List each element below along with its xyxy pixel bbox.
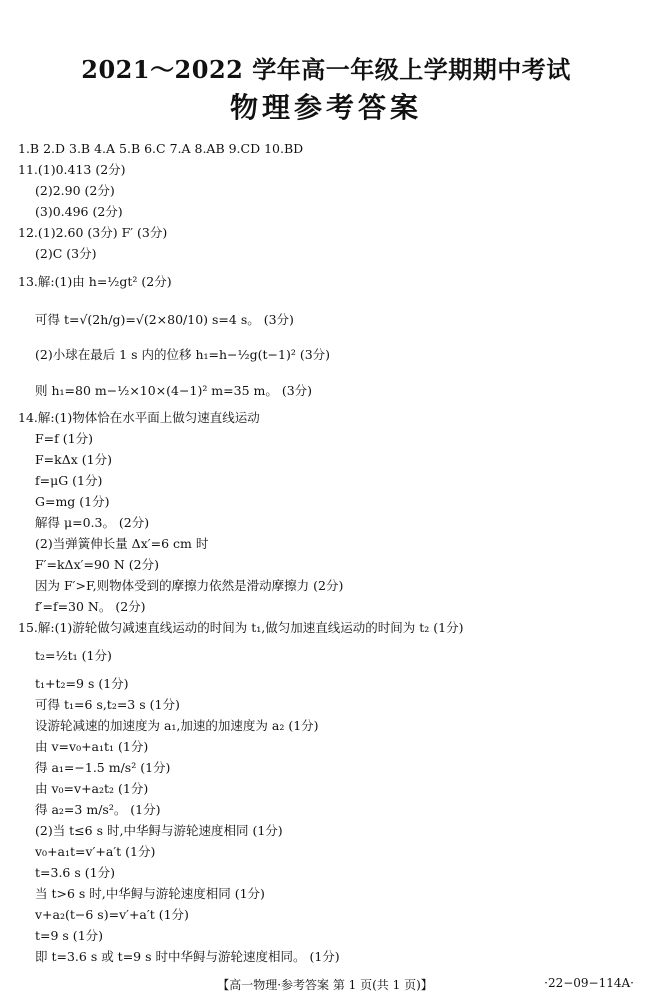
answer-line: 15.解:(1)游轮做匀减速直线运动的时间为 t₁,做匀加速直线运动的时间为 t₂ (1分) <box>18 620 464 635</box>
answer-line: (2)当弹簧伸长量 Δx′=6 cm 时 <box>35 536 209 551</box>
answer-line: (3)0.496 (2分) <box>35 204 123 219</box>
answer-line: 得 a₁=−1.5 m/s² (1分) <box>35 760 171 775</box>
footer-code: ·22−09−114A· <box>544 976 634 990</box>
answer-line: 则 h₁=80 m−½×10×(4−1)² m=35 m。 (3分) <box>35 383 313 398</box>
answer-line: (2)小球在最后 1 s 内的位移 h₁=h−½g(t−1)² (3分) <box>35 347 331 362</box>
answer-line: 13.解:(1)由 h=½gt² (2分) <box>18 274 172 289</box>
answer-line: 11.(1)0.413 (2分) <box>18 162 126 177</box>
page-subtitle: 物理参考答案 <box>229 91 422 124</box>
answer-line: (2)当 t≤6 s 时,中华鲟与游轮速度相同 (1分) <box>35 823 283 838</box>
answer-line: f′=f=30 N。 (2分) <box>35 599 146 614</box>
answer-line: 由 v₀=v+a₂t₂ (1分) <box>35 781 149 796</box>
answer-line: 1.B 2.D 3.B 4.A 5.B 6.C 7.A 8.AB 9.CD 10.BD <box>18 141 304 156</box>
answer-line: v₀+a₁t=v′+a′t (1分) <box>35 844 156 859</box>
answer-line: 设游轮减速的加速度为 a₁,加速的加速度为 a₂ (1分) <box>35 718 319 733</box>
answer-line: 由 v=v₀+a₁t₁ (1分) <box>35 739 149 754</box>
answer-line: G=mg (1分) <box>35 494 110 509</box>
answer-line: (2)2.90 (2分) <box>35 183 115 198</box>
answer-line: (2)C (3分) <box>35 246 97 261</box>
footer-page-label: 【高一物理·参考答案 第 1 页(共 1 页)】 <box>217 978 433 992</box>
answer-line: f=μG (1分) <box>35 473 103 488</box>
answer-line: F=kΔx (1分) <box>35 452 112 467</box>
answer-line: v+a₂(t−6 s)=v′+a′t (1分) <box>35 907 189 922</box>
answer-line: 可得 t=√(2h/g)=√(2×80/10) s=4 s。 (3分) <box>35 312 294 327</box>
answer-line: 解得 μ=0.3。 (2分) <box>35 515 150 530</box>
answer-line: t=9 s (1分) <box>35 928 104 943</box>
answer-line: F′=kΔx′=90 N (2分) <box>35 557 159 572</box>
answer-line: 当 t>6 s 时,中华鲟与游轮速度相同 (1分) <box>35 886 265 901</box>
answer-line: 即 t=3.6 s 或 t=9 s 时中华鲟与游轮速度相同。 (1分) <box>35 949 340 964</box>
answer-line: t₂=½t₁ (1分) <box>35 648 112 663</box>
page-title: 2021～2022 学年高一年级上学期期中考试 <box>81 55 571 84</box>
answer-line: t=3.6 s (1分) <box>35 865 115 880</box>
answer-line: 12.(1)2.60 (3分) F′ (3分) <box>18 225 168 240</box>
answer-line: 得 a₂=3 m/s²。 (1分) <box>35 802 161 817</box>
answer-line: 因为 F′>F,则物体受到的摩擦力依然是滑动摩擦力 (2分) <box>35 578 344 593</box>
answer-line: 可得 t₁=6 s,t₂=3 s (1分) <box>35 697 180 712</box>
answer-line: F=f (1分) <box>35 431 93 446</box>
answer-line: t₁+t₂=9 s (1分) <box>35 676 129 691</box>
answer-line: 14.解:(1)物体恰在水平面上做匀速直线运动 <box>18 410 260 425</box>
